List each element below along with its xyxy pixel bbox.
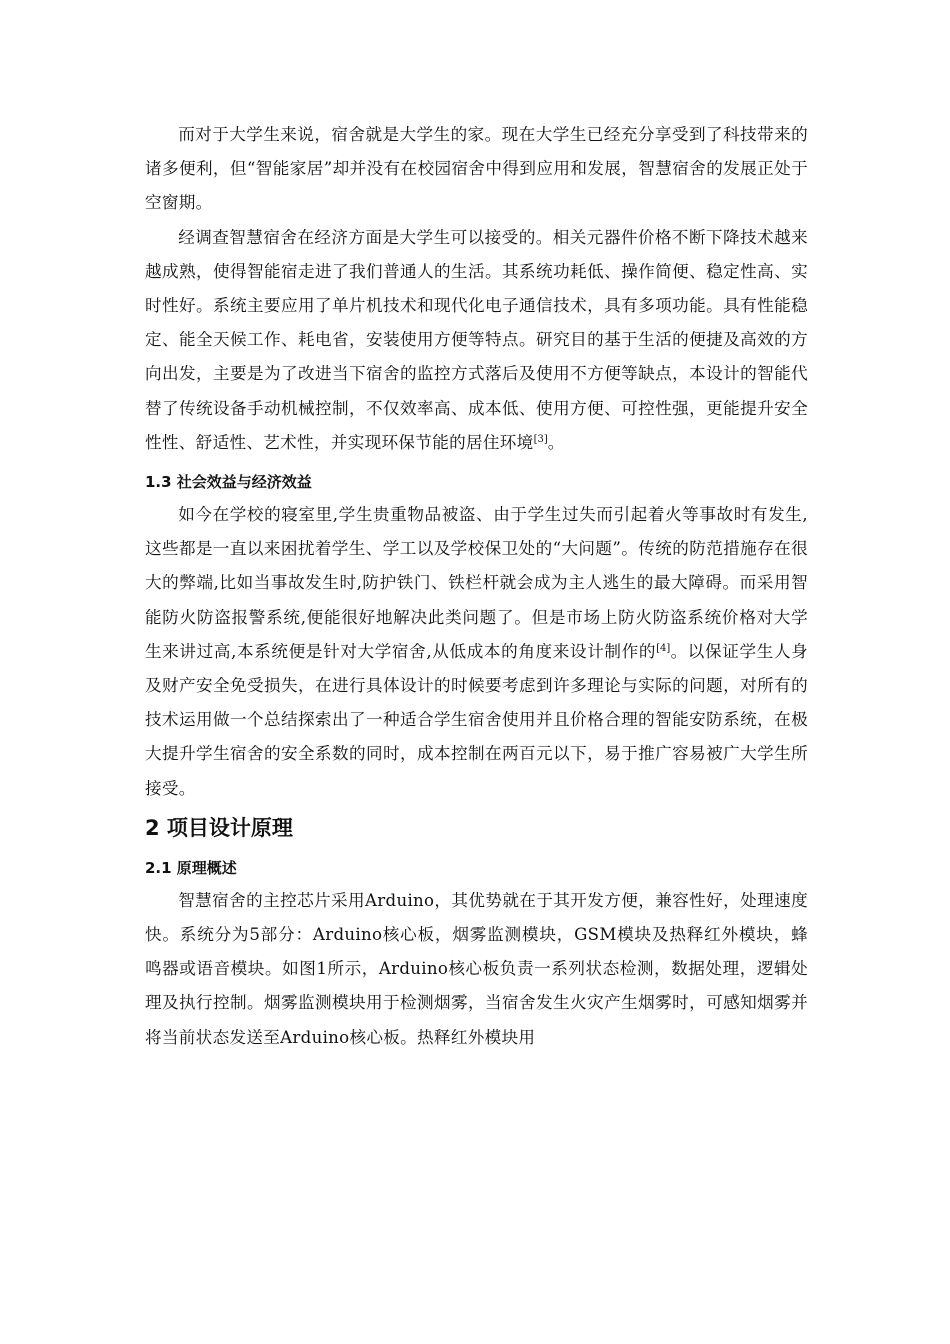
paragraph-tail: 。 (547, 432, 565, 452)
chapter-heading-2: 2 项目设计原理 (145, 815, 293, 840)
citation-ref: [3] (533, 433, 548, 445)
section-heading-2-1: 2.1 原理概述 (145, 858, 237, 877)
paragraph-social-benefit (145, 498, 808, 806)
page-content (145, 118, 808, 1055)
paragraph-text: 经调查智慧宿舍在经济方面是大学生可以接受的。相关元器件价格不断下降技术越来越成熟，使得智能宿走进了我们普通人的生活。其系统功耗低、操作简便、稳定性高、实时性好。系统主要应用了单片机技术和现代化电子通信技术，具有多项功能。具有性能稳定、能全天候工作、耗电省，安装使用方便等特点。研究目的基于生活的便捷及高效的方向出发，主要是为了改进当下宿舍的监控方式落后及使用不方便等缺点，本设计的智能代替了传统设备手动机械控制，不仅效率高、成本低、使用方便、可控性强，更能提升安全性性、舒适性、艺术性，并实现环保节能的居住环境 (145, 227, 808, 452)
paragraph-principle-overview (145, 884, 808, 1055)
paragraph-tail: 。以保证学生人身及财产安全免受损失，在进行具体设计的时候要考虑到许多理论与实际的问题，对所有的技术运用做一个总结探索出了一种适合学生宿舍使用并且价格合理的智能安防系统，在极大提升学生宿舍的安全系数的同时，成本控制在两百元以下，易于推广容易被广大学生所接受。 (145, 641, 808, 798)
section-heading-1-3: 1.3 社会效益与经济效益 (145, 473, 312, 492)
paragraph-text: 而对于大学生来说，宿舍就是大学生的家。现在大学生已经充分享受到了科技带来的诸多便利，但“智能家居”却并没有在校园宿舍中得到应用和发展，智慧宿舍的发展正处于空窗期。 (145, 125, 808, 213)
paragraph-dorm-home (145, 118, 808, 221)
paragraph-text: 如今在学校的寝室里,学生贵重物品被盗、由于学生过失而引起着火等事故时有发生,这些都是一直以来困扰着学生、学工以及学校保卫处的“大问题”。传统的防范措施存在很大的弊端,比如当事故发生时,防护铁门、铁栏杆就会成为主人逃生的最大障碍。而采用智能防火防盗报警系统,便能很好地解决此类问题了。但是市场上防火防盗系统价格对大学生来讲过高,本系统便是针对大学宿舍,从低成本的角度来设计制作的 (145, 505, 808, 661)
paragraph-text: 智慧宿舍的主控芯片采用Arduino，其优势就在于其开发方便，兼容性好，处理速度快。系统分为5部分：Arduino核心板，烟雾监测模块，GSM模块及热释红外模块，蜂鸣器或语音模块。如图1所示，Arduino核心板负责一系列状态检测，数据处理，逻辑处理及执行控制。烟雾监测模块用于检测烟雾，当宿舍发生火灾产生烟雾时，可感知烟雾并将当前状态发送至Arduino核心板。热释红外模块用 (145, 890, 808, 1047)
citation-ref: [4] (656, 642, 671, 654)
paragraph-economic-survey (145, 221, 808, 460)
